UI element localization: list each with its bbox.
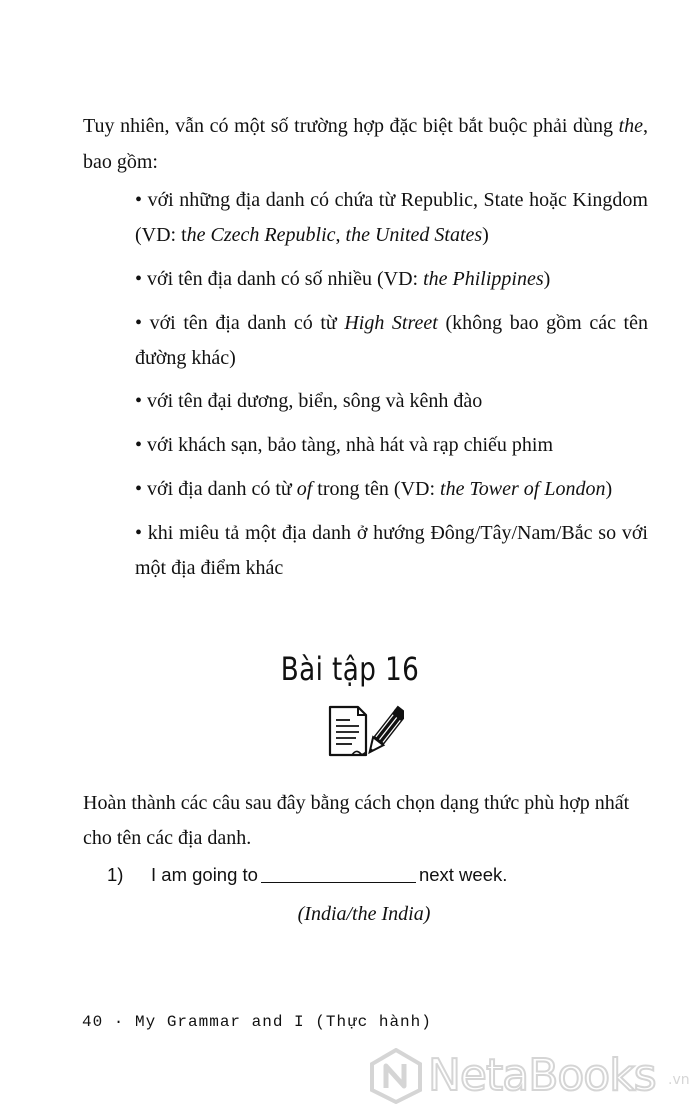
intro-text: Tuy nhiên, vẫn có một số trường hợp đặc biệt bắt buộc phải dùng <box>83 115 619 137</box>
watermark <box>368 1048 688 1108</box>
exercise-instruction: Hoàn thành các câu sau đây bằng cách chọn dạng thức phù hợp nhất cho tên các địa danh. <box>83 792 630 849</box>
question-text-end: next week. <box>418 864 508 885</box>
list-item: • khi miêu tả một địa danh ở hướng Đông/Tây/Nam/Bắc so với một địa điểm khác <box>135 522 648 579</box>
question-text: I am going to <box>151 864 258 885</box>
question-number: 1) <box>107 864 124 885</box>
list-item: • với những địa danh có chứa từ Republic, State hoặc Kingdom (VD: the Czech Republic, the United States) <box>135 189 648 246</box>
intro-paragraph <box>83 108 648 180</box>
netabooks-logo-icon <box>368 1048 424 1104</box>
list-item: • với tên địa danh có từ High Street (không bao gồm các tên đường khác) <box>135 312 648 369</box>
intro-text-end: , bao gồm: <box>83 115 648 173</box>
question-1 <box>107 864 507 886</box>
exercise-title: Bài tập 16 <box>280 650 420 688</box>
answer-options: (India/the India) <box>297 903 431 925</box>
page-footer: 40 · My Grammar and I (Thực hành) <box>82 1013 432 1031</box>
list-item: • với tên địa danh có số nhiều (VD: the Philippines) <box>135 268 551 290</box>
list-item: • với địa danh có từ of trong tên (VD: the Tower of London) <box>135 478 613 500</box>
list-item: • với khách sạn, bảo tàng, nhà hát và rạp chiếu phim <box>135 434 554 456</box>
watermark-text: NetaBooks <box>428 1050 656 1101</box>
intro-the: the <box>618 115 643 137</box>
answer-blank[interactable] <box>261 864 416 883</box>
watermark-suffix: .vn <box>668 1072 690 1088</box>
document-pencil-icon <box>326 703 404 759</box>
list-item: • với tên đại dương, biển, sông và kênh đào <box>135 390 483 412</box>
rules-list <box>135 183 648 595</box>
